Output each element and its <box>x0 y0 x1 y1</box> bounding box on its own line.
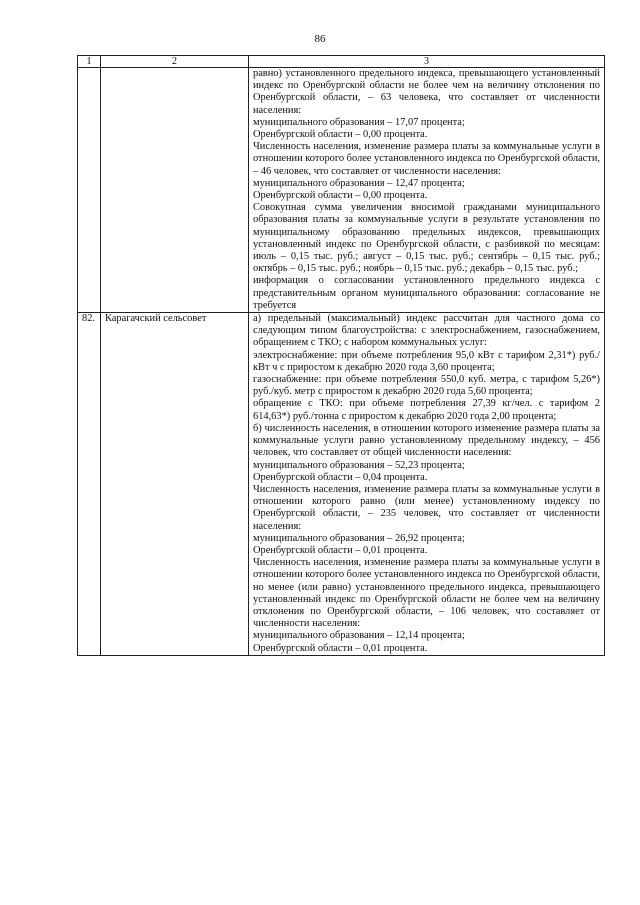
municipality-name: Карагачский сельсовет <box>101 313 249 656</box>
paragraph: б) численность населения, в отношении которого изменение размера платы за коммунальные услуги равно установленному предельному индексу, – 456 человек, что составляет от общей численности населения: <box>253 422 600 459</box>
paragraph: муниципального образования – 26,92 процента; <box>253 532 465 544</box>
paragraph: Оренбургской области – 0,00 процента. <box>253 190 428 202</box>
paragraph: обращение с ТКО: при объеме потребления 27,39 кг/чел. с тарифом 2 614,63*) руб./тонна с приростом к декабрю 2020 года 2,00 процента; <box>253 398 600 422</box>
table-row <box>78 313 605 656</box>
paragraph: муниципального образования – 12,47 процента; <box>253 177 465 189</box>
row-description <box>249 313 605 656</box>
paragraph: а) предельный (максимальный) индекс рассчитан для частного дома со следующим типом благоустройства: с электроснабжением, газоснабжением, обращением с ТКО; с набором коммунальных услуг: <box>253 313 600 349</box>
paragraph: электроснабжение: при объеме потребления 95,0 кВт с тарифом 2,31*) руб./кВт ч с приростом к декабрю 2020 года 3,60 процента; <box>253 349 600 373</box>
header-col-1: 1 <box>78 56 101 68</box>
document-table <box>77 55 605 656</box>
row-number <box>78 68 101 313</box>
header-col-2: 2 <box>101 56 249 68</box>
row-description <box>249 68 605 313</box>
table-row <box>78 68 605 313</box>
paragraph: Оренбургской области – 0,00 процента. <box>253 129 428 141</box>
paragraph: Оренбургской области – 0,04 процента. <box>253 471 428 483</box>
header-col-3: 3 <box>249 56 605 68</box>
paragraph: Численность населения, изменение размера платы за коммунальные услуги в отношении которого более установленного индекса по Оренбургской области, – 46 человек, что составляет от численности населения: <box>253 141 600 177</box>
paragraph: муниципального образования – 52,23 процента; <box>253 459 465 471</box>
table-header-row <box>78 56 605 68</box>
paragraph: равно) установленного предельного индекса, превышающего установленный индекс по Оренбургской области не более чем на величину отклонения по Оренбургской области, – 63 человека, что составляет от численности населения: <box>253 68 600 116</box>
paragraph: Оренбургской области – 0,01 процента. <box>253 544 428 556</box>
paragraph: муниципального образования – 12,14 процента; <box>253 630 465 642</box>
paragraph: газоснабжение: при объеме потребления 550,0 куб. метра, с тарифом 5,26*) руб./куб. метр с приростом к декабрю 2020 года 5,60 процента; <box>253 374 600 398</box>
page-number: 86 <box>314 33 326 45</box>
row-number: 82. <box>78 313 101 656</box>
paragraph: Совокупная сумма увеличения вносимой гражданами муниципального образования платы за коммунальные услуги в результате установления по муниципальному образованию предельных индексов, превышающих установленный индекс по Оренбургской области, с разбивкой по месяцам: июль – 0,15 тыс. руб.; август – 0,15 тыс. руб.; сентябрь – 0,15 тыс. руб.; октябрь – 0,15 тыс. руб.; ноябрь – 0,15 тыс. руб.; декабрь – 0,15 тыс. руб.; <box>253 202 600 275</box>
paragraph: муниципального образования – 17,07 процента; <box>253 116 465 128</box>
paragraph: информация о согласовании установленного предельного индекса с представительным органом муниципального образования: согласование не требуется <box>253 275 600 311</box>
paragraph: Численность населения, изменение размера платы за коммунальные услуги в отношении которого более установленного индекса по Оренбургской области, но менее (или равно) установленного предельного индекса, превышающего установленный индекс по Оренбургской области не более чем на величину отклонения по Оренбургской области, – 106 человек, что составляет от численности населения: <box>253 557 600 630</box>
municipality-name <box>101 68 249 313</box>
paragraph: Численность населения, изменение размера платы за коммунальные услуги в отношении которого равно (или менее) установленному индексу по Оренбургской области, – 235 человек, что составляет от численности населения: <box>253 483 600 532</box>
paragraph: Оренбургской области – 0,01 процента. <box>253 642 428 654</box>
